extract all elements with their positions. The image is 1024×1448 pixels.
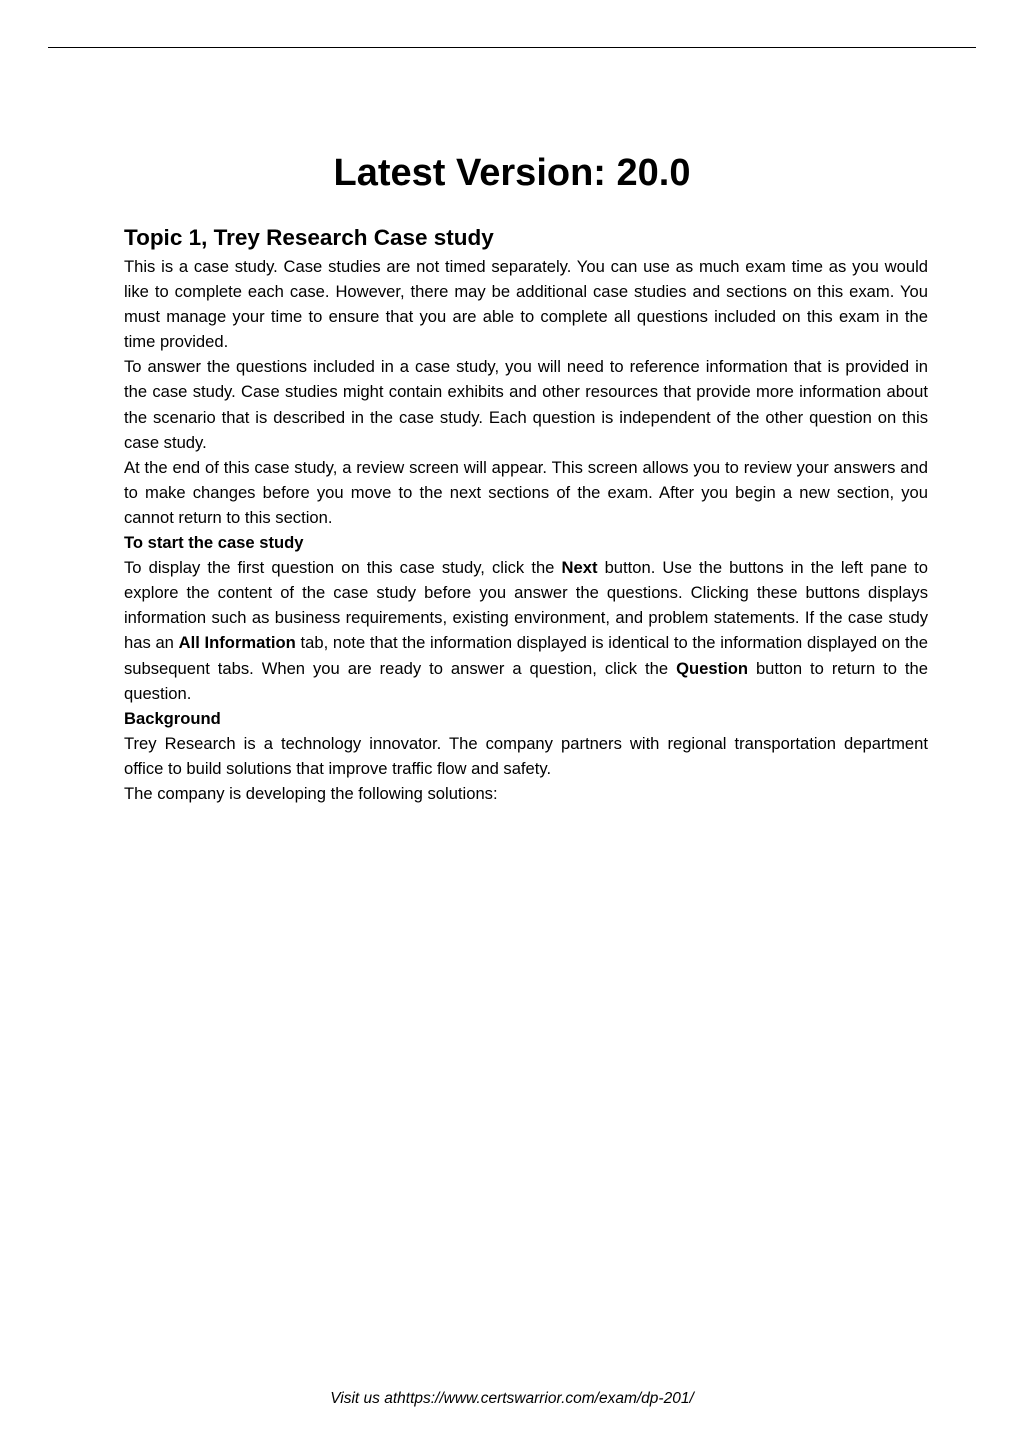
intro-paragraph: To answer the questions included in a case study, you will need to reference information that is provided in the case study. Case studies might contain exhibits and other resources that provide more information about the scenario that is described in the case study. Each question is independent of the other question on this case study.	[124, 357, 928, 452]
header-rule	[48, 47, 976, 48]
text-run: button. Use the buttons in the left pane to explore the content of the case study before you answer the questions. Clicking these buttons displays information such as business requirements, existing environment, and problem statements. If the case study has an	[124, 558, 928, 653]
text-run: To display the first question on this case study, click the	[124, 558, 562, 578]
intro-paragraph: This is a case study. Case studies are not timed separately. You can use as much exam time as you would like to complete each case. However, there may be additional case studies and sections on this exam. You must manage your time to ensure that you are able to complete all questions included on this exam in the time provided.	[124, 257, 928, 352]
question-button-reference: Question	[676, 658, 748, 678]
page-title: Latest Version: 20.0	[333, 152, 691, 194]
background-heading: Background	[124, 708, 221, 728]
all-information-tab-reference: All Information	[178, 633, 296, 653]
footer-link-text: Visit us athttps://www.certswarrior.com/exam/dp-201/	[330, 1390, 694, 1407]
start-case-study-heading: To start the case study	[124, 533, 304, 553]
topic-heading: Topic 1, Trey Research Case study	[124, 225, 494, 250]
text-run: tab, note that the information displayed is identical to the information displayed on the subsequent tabs. When you are ready to answer a question, click the	[124, 633, 929, 678]
intro-paragraph: At the end of this case study, a review screen will appear. This screen allows you to review your answers and to make changes before you move to the next sections of the exam. After you begin a new section, you cannot return to this section.	[124, 457, 928, 527]
next-button-reference: Next	[561, 558, 598, 578]
text-run: button to return to the question.	[124, 658, 929, 703]
background-paragraph: The company is developing the following solutions:	[124, 783, 498, 803]
document-body	[124, 222, 928, 806]
background-paragraph: Trey Research is a technology innovator. The company partners with regional transportation department office to build solutions that improve traffic flow and safety.	[124, 733, 928, 778]
start-case-study-paragraph	[124, 555, 928, 706]
